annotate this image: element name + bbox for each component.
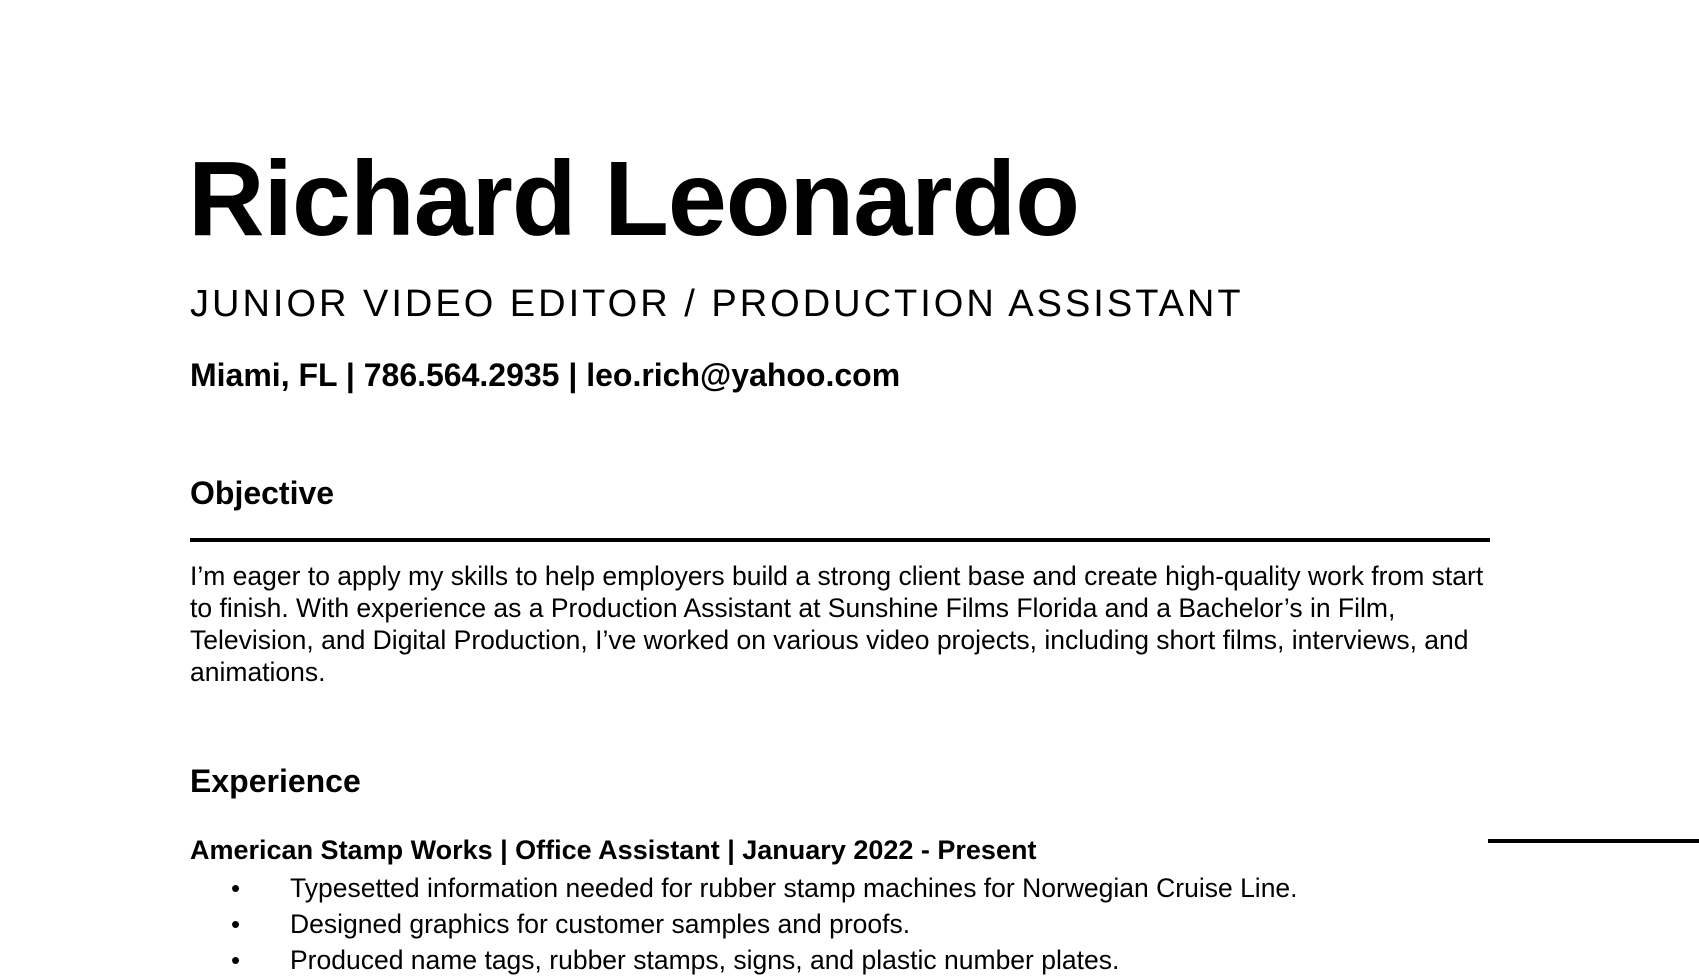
bullet-icon: • xyxy=(231,945,241,975)
job-title: JUNIOR VIDEO EDITOR / PRODUCTION ASSISTANT xyxy=(190,283,1244,325)
bullet-text: Produced name tags, rubber stamps, signs, and plastic number plates. xyxy=(290,945,1120,975)
experience-heading: Experience xyxy=(190,763,361,799)
objective-text: I’m eager to apply my skills to help employers build a strong client base and create high-quality work from start to finish. With experience as a Production Assistant at Sunshine Films Florida and a Bachelor’s in Film, Television, and Digital Production, I’ve worked on various video projects, including short films, interviews, and animations. xyxy=(190,561,1484,687)
page-edge-divider xyxy=(1488,839,1699,843)
bullet-text: Designed graphics for customer samples and proofs. xyxy=(290,909,911,939)
objective-heading: Objective xyxy=(190,475,335,511)
bullet-text: Typesetted information needed for rubber stamp machines for Norwegian Cruise Line. xyxy=(290,873,1298,903)
contact-info: Miami, FL | 786.564.2935 | leo.rich@yahoo.com xyxy=(190,357,901,393)
bullet-icon: • xyxy=(231,873,241,903)
section-divider xyxy=(190,538,1490,542)
bullet-icon: • xyxy=(231,909,241,939)
job-heading: American Stamp Works | Office Assistant | January 2022 - Present xyxy=(190,835,1037,865)
resume-name: Richard Leonardo xyxy=(188,140,1080,258)
